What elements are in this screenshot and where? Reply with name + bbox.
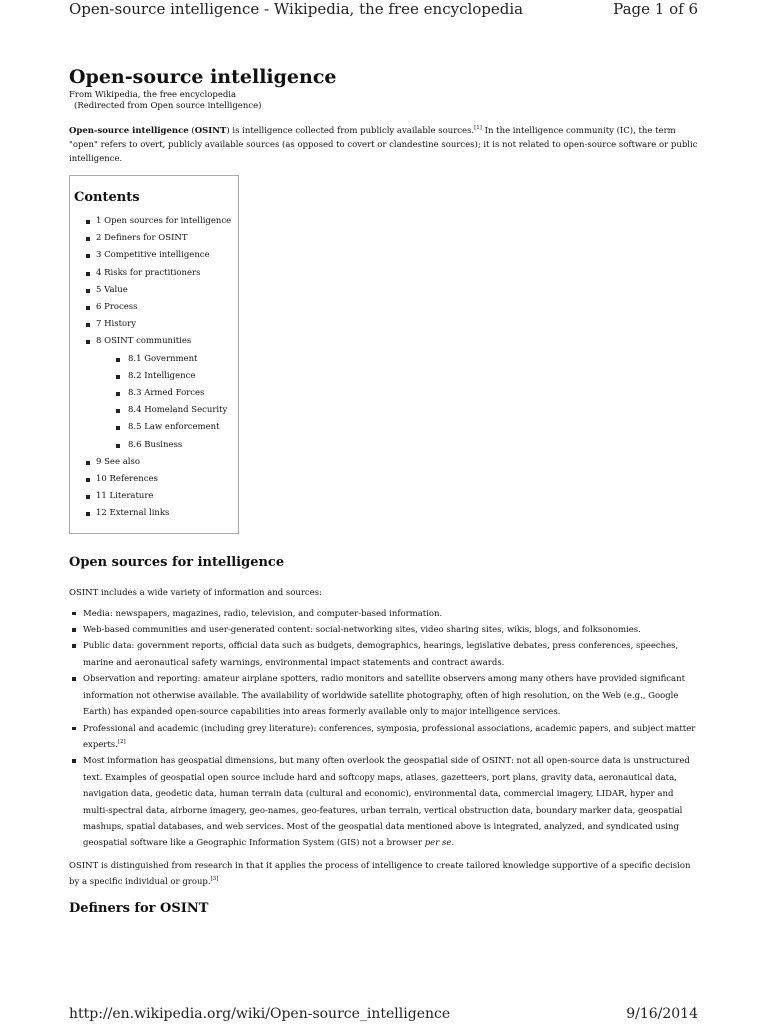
toc-item[interactable]: 3 Competitive intelligence: [74, 247, 238, 264]
toc-item[interactable]: 11 Literature: [74, 488, 238, 505]
intro-rest: In the intelligence community (IC), the term "open" refers to overt, publicly available sources (as opposed to covert or clandestine sources); it is not related to open-source software or public intelligence.: [69, 126, 698, 164]
toc-subitem[interactable]: 8.1 Government: [74, 351, 238, 368]
toc-item[interactable]: 1 Open sources for intelligence: [74, 213, 238, 230]
toc-item[interactable]: 5 Value: [74, 282, 238, 299]
intro-abbr: OSINT: [194, 126, 227, 136]
toc-item[interactable]: 4 Risks for practitioners: [74, 265, 238, 282]
toc-item[interactable]: 7 History: [74, 316, 238, 333]
toc-subitem[interactable]: 8.3 Armed Forces: [74, 385, 238, 402]
italic-per-se: per se: [424, 838, 452, 849]
page-title: Open-source intelligence: [69, 66, 337, 88]
toc-item[interactable]: 9 See also: [74, 454, 238, 471]
list-item-text: Most information has geospatial dimensions, but many often overlook the geospatial side of OSINT: not all open-source data is unstructured text. Examples of geospatial open source include hard and softcopy maps, atlases, gazetteers, port plans, gravity data, aeronautical data, navigation data, geodetic data, human terrain data (cultural and economic), environmental data, commercial imagery, LIDAR, hyper and multi-spectral data, airborne imagery, geo-names, geo-features, urban terrain, vertical obstruction data, boundary marker data, geospatial mashups, spatial databases, and web services. Most of the geospatial data mentioned above is integrated, analyzed, and syndicated using geospatial software like a Geographic Information System (GIS) not a browser: [83, 756, 690, 849]
toc-item[interactable]: 2 Definers for OSINT: [74, 230, 238, 247]
intro-text: ) is intelligence collected from publicly available sources.: [226, 126, 475, 136]
list-item-text: Professional and academic (including grey literature): conferences, symposia, professional associations, academic papers, and subject matter experts.: [83, 723, 696, 750]
print-footer-url: http://en.wikipedia.org/wiki/Open-source_intelligence: [69, 1006, 451, 1022]
list-item: Media: newspapers, magazines, radio, television, and computer-based information.: [69, 606, 701, 622]
toc-subitem[interactable]: 8.5 Law enforcement: [74, 419, 238, 436]
sources-list: [69, 606, 701, 852]
list-item: [69, 721, 701, 754]
article-content: [69, 64, 701, 918]
toc-title: Contents: [74, 190, 140, 205]
table-of-contents: [69, 175, 239, 534]
intro-paragraph: [69, 124, 701, 166]
toc-item[interactable]: 6 Process: [74, 299, 238, 316]
ref-link-3[interactable]: [3]: [210, 875, 219, 882]
redirect-notice: (Redirected from Open source intelligence): [74, 101, 262, 111]
print-footer-date: 9/16/2014: [626, 1006, 698, 1022]
closing-text: OSINT is distinguished from research in that it applies the process of intelligence to create tailored knowledge supportive of a specific decision by a specific individual or group.: [69, 860, 691, 887]
toc-subitem[interactable]: 8.4 Homeland Security: [74, 402, 238, 419]
toc-subitem[interactable]: 8.2 Intelligence: [74, 368, 238, 385]
closing-paragraph: [69, 858, 701, 890]
section-heading-open-sources: Open sources for intelligence: [69, 554, 285, 570]
section-lead-paragraph: OSINT includes a wide variety of information and sources:: [69, 587, 322, 598]
toc-item[interactable]: 8 OSINT communities: [74, 333, 238, 350]
intro-paren: (: [188, 126, 195, 136]
toc-item[interactable]: 10 References: [74, 471, 238, 488]
intro-term: Open-source intelligence: [69, 126, 189, 136]
ref-link-2[interactable]: [2]: [117, 739, 126, 746]
from-wikipedia-tagline: From Wikipedia, the free encyclopedia: [69, 90, 237, 100]
list-item: Web-based communities and user-generated content: social-networking sites, video sharing sites, wikis, blogs, and folksonomies.: [69, 622, 701, 638]
ref-link-1[interactable]: [1]: [474, 125, 482, 132]
print-header-page-number: Page 1 of 6: [613, 0, 698, 18]
list-item-end: .: [451, 838, 455, 849]
list-item: Public data: government reports, official data such as budgets, demographics, hearings, legislative debates, press conferences, speeches, marine and aeronautical safety warnings, environmental impact statements and contract awards.: [69, 638, 701, 671]
toc-item[interactable]: 12 External links: [74, 505, 238, 522]
list-item: Observation and reporting: amateur airplane spotters, radio monitors and satellite observers among many others have provided significant information not otherwise available. The availability of worldwide satellite photography, often of high resolution, on the Web (e.g., Google Earth) has expanded open-source capabilities into areas formerly available only to major intelligence services.: [69, 671, 701, 720]
section-heading-definers: Definers for OSINT: [69, 900, 209, 916]
toc-subitem[interactable]: 8.6 Business: [74, 437, 238, 454]
list-item: [69, 753, 701, 851]
print-header-title: Open-source intelligence - Wikipedia, the free encyclopedia: [69, 0, 524, 18]
